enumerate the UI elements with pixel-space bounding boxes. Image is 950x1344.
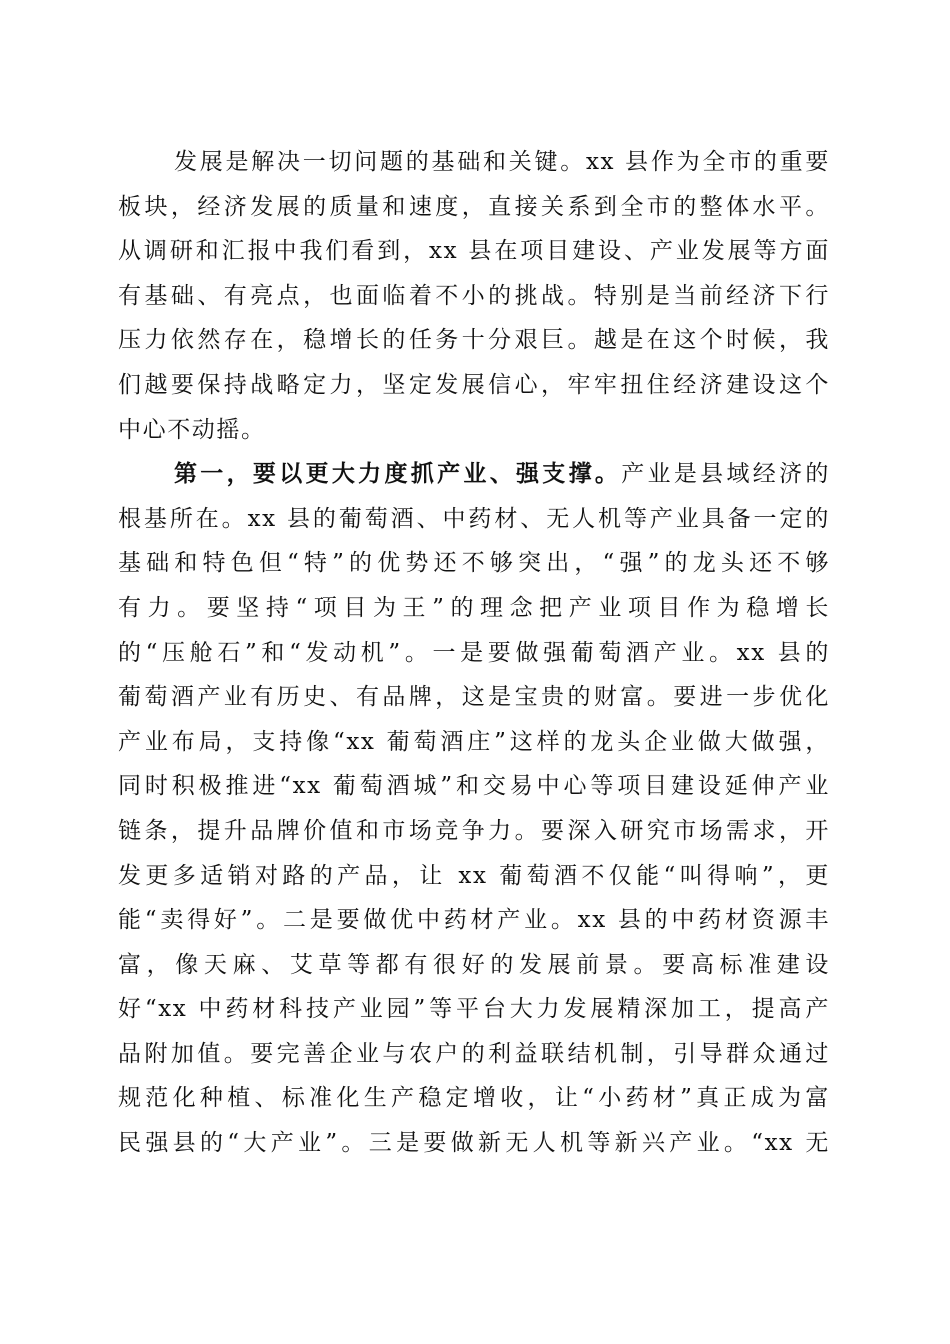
text-line: 的“压舱石”和“发动机”。一是要做强葡萄酒产业。xx 县的 (118, 639, 830, 666)
text-fragment: 产业是县域经济的 (621, 461, 830, 488)
text-line: 们越要保持战略定力，坚定发展信心，牢牢扭住经济建设这个 (118, 371, 830, 398)
text-line: 规范化种植、标准化生产稳定增收，让“小药材”真正成为富 (118, 1085, 830, 1112)
text-line: 板块，经济发展的质量和速度，直接关系到全市的整体水平。 (118, 193, 830, 220)
text-line: 民强县的“大产业”。三是要做新无人机等新兴产业。“xx 无 (118, 1130, 830, 1157)
text-line: 葡萄酒产业有历史、有品牌，这是宝贵的财富。要进一步优化 (118, 684, 830, 711)
text-line: 中心不动摇。 (118, 416, 266, 443)
text-line: 品附加值。要完善企业与农户的利益联结机制，引导群众通过 (118, 1040, 830, 1067)
text-line-heading (118, 452, 830, 497)
text-line: 链条，提升品牌价值和市场竞争力。要深入研究市场需求，开 (118, 817, 830, 844)
text-line: 有力。要坚持“项目为王”的理念把产业项目作为稳增长 (118, 594, 830, 621)
section-heading: 第一，要以更大力度抓产业、强支撑。 (174, 460, 622, 488)
text-line: 压力依然存在，稳增长的任务十分艰巨。越是在这个时候，我 (118, 327, 830, 354)
text-line: 从调研和汇报中我们看到，xx 县在项目建设、产业发展等方面 (118, 238, 830, 265)
document-body (118, 140, 830, 1166)
text-line: 有基础、有亮点，也面临着不小的挑战。特别是当前经济下行 (118, 282, 830, 309)
text-line: 富，像天麻、艾草等都有很好的发展前景。要高标准建设 (118, 951, 830, 978)
text-line: 好“xx 中药材科技产业园”等平台大力发展精深加工，提高产 (118, 996, 830, 1023)
text-line: 根基所在。xx 县的葡萄酒、中药材、无人机等产业具备一定的 (118, 505, 830, 532)
text-line: 同时积极推进“xx 葡萄酒城”和交易中心等项目建设延伸产业 (118, 773, 830, 800)
paragraph-industry (118, 452, 830, 1166)
text-line: 发展是解决一切问题的基础和关键。xx 县作为全市的重要 (174, 149, 830, 175)
text-line: 产业布局，支持像“xx 葡萄酒庄”这样的龙头企业做大做强， (118, 728, 830, 755)
text-line: 能“卖得好”。二是要做优中药材产业。xx 县的中药材资源丰 (118, 907, 830, 934)
text-line: 发更多适销对路的产品，让 xx 葡萄酒不仅能“叫得响”，更 (118, 862, 830, 889)
text-line: 基础和特色但“特”的优势还不够突出，“强”的龙头还不够 (118, 550, 830, 577)
paragraph-development (118, 140, 830, 452)
